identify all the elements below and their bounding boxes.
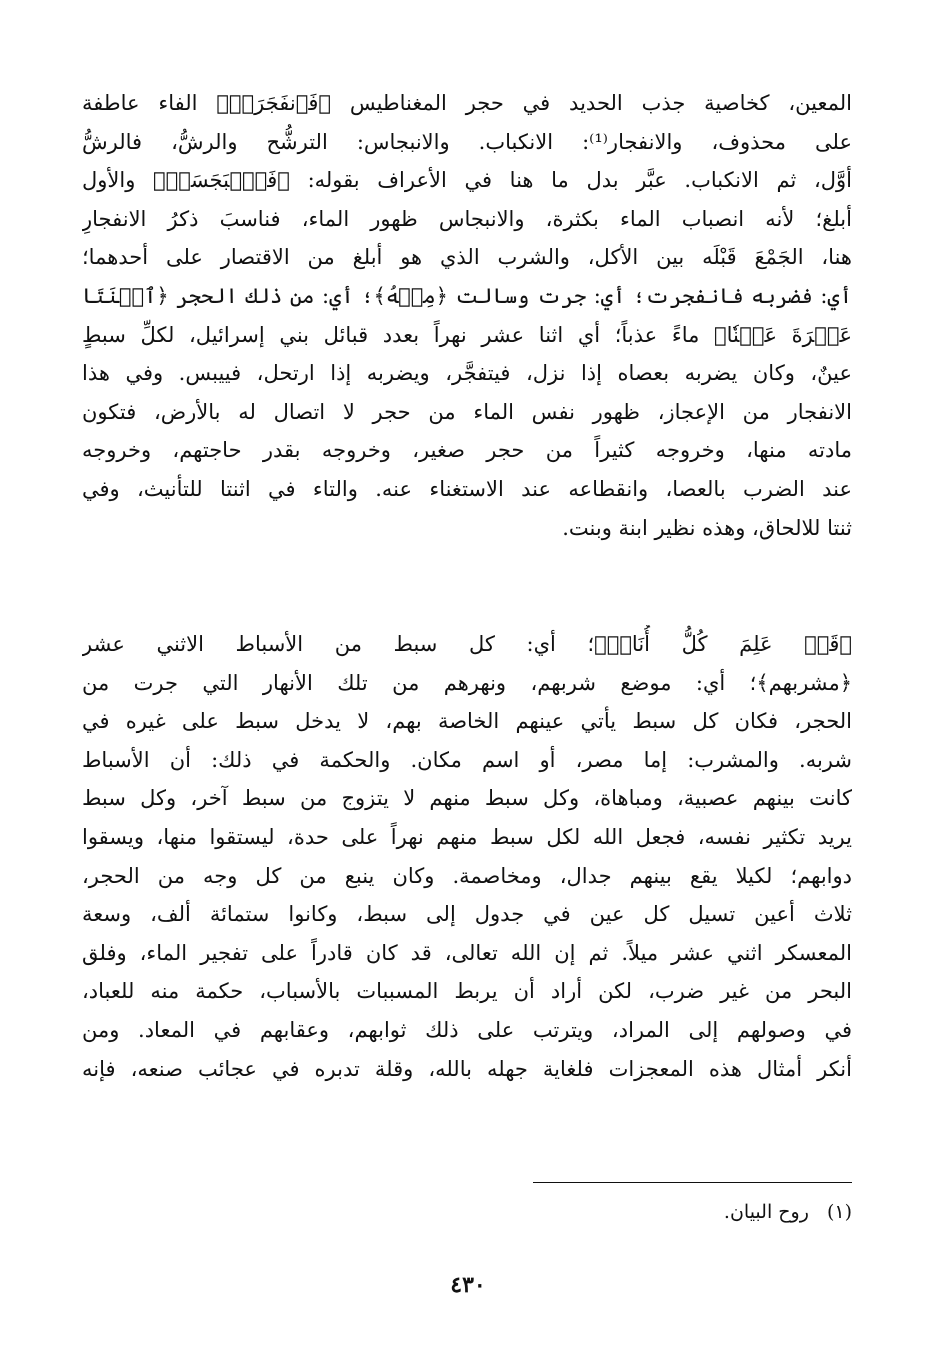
text-line: عينٌ، وكان يضربه بعصاه إذا نزل، فيتفجَّر، ويضربه إذا ارتحل، فييبس. وفي هذا: [82, 361, 852, 386]
text-line: ﴿قَدۡ عَلِمَ كُلُّ أُنَاسٖ﴾؛ أي: كل سبط من الأسباط الاثني عشر: [82, 632, 852, 656]
text-line: هنا، الجَمْعَ قَبْلَه بين الأكل، والشرب الذي هو أبلغ من الاقتصار على أحدهما؛: [82, 245, 852, 270]
text-line: يريد تكثير نفسه، فجعل الله لكل سبط منهم نهراً على حدة، ليستقوا منها، ويسقوا: [82, 824, 852, 849]
text-line: المعين، كخاصية جذب الحديد في حجر المغناطيس ﴿فَٱنفَجَرَتۡ﴾ الفاء عاطفة: [82, 91, 852, 115]
footnote-number: (١): [826, 1201, 852, 1223]
text-line: الحجر، فكان كل سبط يأتي عينهم الخاصة بهم، لا يدخل سبط على غيره في: [82, 709, 852, 734]
text-line: ﴿مشربهم﴾؛ أي: موضع شربهم، ونهرهم من تلك الأنهار التي جرت من: [82, 670, 852, 695]
text-line: أي: فضربه فانفجرت؛ أي: جرت وسالت ﴿مِنۡهُ﴾؛ أي: من ذلك الحجر ﴿ٱثۡنَتَا: [82, 283, 852, 308]
paragraph-2: [82, 625, 852, 1088]
text-line: دوابهم؛ لكيلا يقع بينهم جدال، ومخاصمة. وكان ينبع من كل وجه من الحجر،: [82, 863, 852, 888]
footnote-divider: [533, 1182, 852, 1183]
text-line: في وصولهم إلى المراد، ويترتب على ذلك ثوابهم، وعقابهم في المعاد. ومن: [82, 1017, 852, 1042]
text-line: البحر من غير ضرب، لكن أراد أن يربط المسببات بالأسباب، حكمة منه للعباد،: [82, 979, 852, 1004]
text-line: مادته منها، وخروجه كثيراً من حجر صغير، وخروجه بقدر حاجتهم، وخروجه: [82, 438, 852, 463]
footnote: [560, 1198, 852, 1226]
text-line: ثلاث أعين تسيل كل عين في جدول إلى سبط، وكانوا ستمائة ألف، وسعة: [82, 902, 852, 927]
text-line: عند الضرب بالعصا، وانقطاعه عند الاستغناء عنه. والتاء في اثنتا للتأنيث، وفي: [82, 476, 852, 501]
text-line: عَشۡرَةَ عَيۡنٗا﴾ ماءً عذباً؛ أي اثنا عشر نهراً بعدد قبائل بني إسرائيل، لكلِّ سبطٍ: [82, 322, 852, 347]
text-line: المعسكر اثني عشر ميلاً. ثم إن الله تعالى، قد كان قادراً على تفجير الماء، وفلق: [82, 940, 852, 965]
paragraph-1: [82, 84, 852, 547]
text-line: الانفجار من الإعجاز، ظهور نفس الماء من حجر لا اتصال له بالأرض، فتكون: [82, 399, 852, 424]
text-line: على محذوف، والانفجار⁽¹⁾: الانكباب. والانبجاس: الترشُّح والرشُّ، فالرشُّ: [82, 129, 852, 154]
text-line: ثنتا للالحاق، وهذه نظير ابنة وبنت.: [562, 515, 852, 540]
text-line: شربه. والمشرب: إما مصر، أو اسم مكان. والحكمة في ذلك: أن الأسباط: [82, 747, 852, 772]
footnote-text: روح البيان.: [723, 1201, 809, 1223]
text-line: أنكر أمثال هذه المعجزات فلغاية جهله بالله، وقلة تدبره في عجائب صنعه، فإنه: [82, 1056, 852, 1081]
page-number: ٤٣٠: [450, 1272, 486, 1298]
text-line: أبلغ؛ لأنه انصباب الماء بكثرة، والانبجاس ظهور الماء، فناسبَ ذكرُ الانفجارِ: [82, 206, 852, 231]
text-line: أوَّل، ثم الانكباب. عبَّر بدل ما هنا في الأعراف بقوله: ﴿فَٱنۢبَجَسَتۡ﴾ والأول: [82, 168, 852, 193]
text-line: كانت بينهم عصبية، ومباهاة، وكل سبط منهم لا يتزوج من سبط آخر، وكل سبط: [82, 786, 852, 811]
